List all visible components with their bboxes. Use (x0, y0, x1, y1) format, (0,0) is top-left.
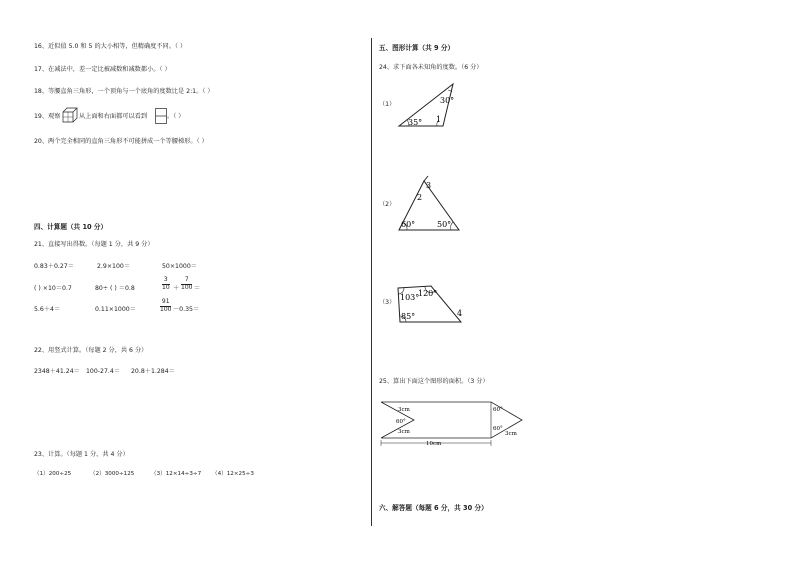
expr-1: （1）200÷25 (34, 471, 72, 477)
figure-3-angle-4: 4 (457, 309, 463, 318)
figure-3-quadrilateral (395, 283, 467, 325)
fraction-denominator: 100 (160, 305, 172, 313)
expr-4: （4）12×25÷3 (212, 471, 254, 477)
vertical-calc-3: 20.8＋1.284＝ (131, 368, 175, 375)
figure-1-angle-unknown: 1 (436, 115, 442, 124)
vertical-calc-2: 100-27.4＝ (86, 368, 121, 375)
figure-3-angle-85: 85° (401, 312, 416, 321)
question-20: 20、两个完全相同的直角三角形不可能拼成一个等腰梯形。（ ） (34, 138, 208, 145)
figure-2-angle-50: 50° (437, 220, 452, 229)
expr-3: （3）12×14÷3÷7 (151, 471, 202, 477)
section-6-heading: 六、解答题（每题 6 分，共 30 分） (379, 504, 488, 512)
calc-2: 2.9×100＝ (97, 263, 131, 270)
calc-8: 0.11×1000＝ (95, 306, 136, 313)
question-23: 23、计算。（每题 1 分，共 4 分） (34, 451, 129, 458)
section-4-heading: 四、计算题（共 10 分） (34, 223, 108, 231)
vertical-calc-1: 2348＋41.24＝ (34, 368, 80, 375)
calc-6-operator: ＋ (173, 285, 180, 292)
figure-2-angle-3: 3 (426, 181, 432, 190)
question-16: 16、近似值 5.0 和 5 的大小相等，但精确度不同。（ ） (34, 43, 187, 50)
question-25: 25、算出下面这个图形的面积。（3 分） (379, 378, 489, 385)
column-divider (371, 38, 372, 526)
question-21: 21、直接写出得数。（每题 1 分，共 9 分） (34, 241, 154, 248)
left-3cm-top: 3cm (398, 407, 410, 413)
figure-2-angle-60: 60° (401, 220, 416, 229)
figure-2-label: （2） (379, 201, 396, 208)
figure-1-label: （1） (379, 101, 396, 108)
calc-5: 80÷ ( ) ＝0.8 (95, 285, 135, 292)
calc-6-fraction-2 (181, 277, 192, 291)
question-19-prefix: 19、观察 (34, 113, 61, 120)
figure-3-angle-120: 120° (418, 289, 438, 298)
composite-area-figure (380, 400, 530, 450)
section-5-heading: 五、图形计算（共 9 分） (379, 44, 455, 52)
cube-figure-icon (62, 107, 78, 123)
question-18: 18、等腰直角三角形，一个顶角与一个底角的度数比是 2:1。（ ） (34, 88, 214, 95)
figure-1-triangle (395, 82, 465, 128)
fraction-numerator: 7 (184, 276, 189, 283)
base-10cm: 10cm (426, 441, 442, 447)
question-19-suffix: 。（ ） (167, 113, 185, 120)
figure-1-angle-35: 35° (408, 118, 423, 127)
question-22: 22、用竖式计算。（每题 2 分，共 6 分） (34, 347, 148, 354)
figure-2-triangle (395, 178, 465, 232)
view-shape-icon (155, 108, 167, 124)
figure-2-angle-2: 2 (417, 193, 423, 202)
right-angle-60-top: 60° (493, 407, 503, 413)
calc-6-fraction-1 (162, 277, 170, 291)
right-angle-60-bottom: 60° (493, 426, 503, 432)
calc-1: 0.83＋0.27＝ (34, 263, 74, 270)
figure-3-angle-103: 103° (400, 293, 420, 302)
figure-1-angle-30: 30° (440, 96, 455, 105)
figure-3-label: （3） (379, 299, 396, 306)
calc-9-fraction (160, 299, 171, 313)
fraction-numerator: 91 (161, 298, 170, 305)
calc-7: 5.6＋4＝ (34, 306, 61, 313)
expr-2: （2）3000÷125 (90, 471, 135, 477)
calc-9-rest: －0.35＝ (173, 306, 200, 313)
question-24: 24、求下面各未知角的度数。（6 分） (379, 64, 483, 71)
left-3cm-bottom: 3cm (398, 429, 410, 435)
calc-6-equals: ＝ (194, 285, 201, 292)
fraction-denominator: 10 (162, 283, 170, 291)
question-19-middle: 从上面和右面都可以看到 (79, 113, 148, 120)
calc-3: 50×1000＝ (162, 263, 197, 270)
fraction-denominator: 100 (181, 283, 193, 291)
calc-4: ( ) ×10＝0.7 (34, 285, 72, 292)
question-17: 17、在减法中，差一定比被减数和减数都小。（ ） (34, 66, 171, 73)
fraction-numerator: 3 (163, 276, 168, 283)
right-3cm: 3cm (505, 431, 517, 437)
left-angle-60: 60° (396, 419, 406, 425)
